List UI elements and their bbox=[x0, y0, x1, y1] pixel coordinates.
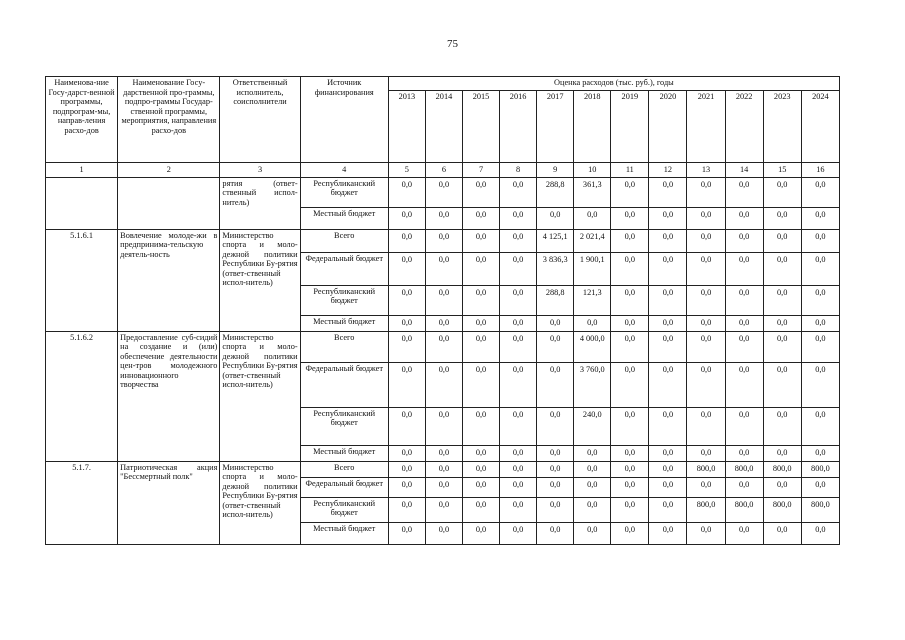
cost-value: 0,0 bbox=[388, 362, 425, 407]
cost-value: 0,0 bbox=[574, 522, 611, 544]
cost-value: 0,0 bbox=[537, 407, 574, 445]
cost-value: 0,0 bbox=[537, 477, 574, 497]
cost-value: 0,0 bbox=[462, 522, 499, 544]
cost-value: 0,0 bbox=[425, 177, 462, 207]
cost-value: 0,0 bbox=[801, 315, 839, 331]
cost-value: 0,0 bbox=[574, 445, 611, 461]
cost-value: 0,0 bbox=[687, 477, 725, 497]
cost-value: 0,0 bbox=[649, 177, 687, 207]
cost-value: 0,0 bbox=[462, 477, 499, 497]
cost-value: 0,0 bbox=[801, 407, 839, 445]
column-number: 6 bbox=[425, 163, 462, 178]
cost-value: 0,0 bbox=[801, 229, 839, 252]
cost-value: 288,8 bbox=[537, 285, 574, 315]
cost-value: 0,0 bbox=[537, 522, 574, 544]
cost-value: 0,0 bbox=[611, 522, 649, 544]
cost-value: 0,0 bbox=[763, 315, 801, 331]
cost-value: 0,0 bbox=[649, 522, 687, 544]
table-row bbox=[46, 461, 840, 477]
year-header: 2016 bbox=[500, 91, 537, 163]
funding-source: Всего bbox=[300, 229, 388, 252]
cost-value: 0,0 bbox=[725, 477, 763, 497]
cost-value: 0,0 bbox=[500, 207, 537, 229]
cost-value: 0,0 bbox=[725, 229, 763, 252]
item-name: Патриотическая акция "Бессмертный полк" bbox=[118, 461, 220, 544]
item-code: 5.1.6.1 bbox=[46, 229, 118, 331]
cost-value: 0,0 bbox=[611, 207, 649, 229]
column-number: 12 bbox=[649, 163, 687, 178]
cost-value: 0,0 bbox=[425, 407, 462, 445]
column-number: 8 bbox=[500, 163, 537, 178]
cost-value: 3 760,0 bbox=[574, 362, 611, 407]
column-number: 13 bbox=[687, 163, 725, 178]
item-code bbox=[46, 177, 118, 229]
cost-value: 0,0 bbox=[425, 285, 462, 315]
cost-value: 800,0 bbox=[763, 497, 801, 522]
column-number: 16 bbox=[801, 163, 839, 178]
funding-source: Республиканский бюджет bbox=[300, 285, 388, 315]
cost-value: 0,0 bbox=[611, 252, 649, 285]
item-name bbox=[118, 177, 220, 229]
cost-value: 0,0 bbox=[649, 252, 687, 285]
cost-value: 0,0 bbox=[687, 207, 725, 229]
cost-value: 0,0 bbox=[462, 362, 499, 407]
cost-value: 0,0 bbox=[725, 177, 763, 207]
cost-value: 0,0 bbox=[574, 461, 611, 477]
cost-value: 0,0 bbox=[763, 229, 801, 252]
cost-value: 4 125,1 bbox=[537, 229, 574, 252]
cost-value: 0,0 bbox=[425, 229, 462, 252]
cost-value: 0,0 bbox=[537, 362, 574, 407]
cost-value: 0,0 bbox=[649, 207, 687, 229]
cost-value: 0,0 bbox=[801, 285, 839, 315]
cost-value: 0,0 bbox=[801, 177, 839, 207]
cost-value: 0,0 bbox=[687, 522, 725, 544]
item-executor: Министерство спорта и моло-дежной политики Республики Бу-рятия (ответ-ственный испол-нитель) bbox=[220, 229, 300, 331]
funding-source: Местный бюджет bbox=[300, 522, 388, 544]
cost-value: 0,0 bbox=[537, 331, 574, 362]
year-header: 2018 bbox=[574, 91, 611, 163]
cost-value: 240,0 bbox=[574, 407, 611, 445]
cost-value: 3 836,3 bbox=[537, 252, 574, 285]
column-number: 5 bbox=[388, 163, 425, 178]
cost-value: 0,0 bbox=[574, 315, 611, 331]
cost-value: 0,0 bbox=[725, 207, 763, 229]
funding-source: Федеральный бюджет bbox=[300, 252, 388, 285]
year-header: 2015 bbox=[462, 91, 499, 163]
cost-value: 2 021,4 bbox=[574, 229, 611, 252]
cost-value: 0,0 bbox=[649, 445, 687, 461]
cost-value: 0,0 bbox=[388, 207, 425, 229]
cost-value: 0,0 bbox=[462, 285, 499, 315]
cost-value: 0,0 bbox=[611, 477, 649, 497]
funding-source: Федеральный бюджет bbox=[300, 477, 388, 497]
cost-value: 0,0 bbox=[388, 522, 425, 544]
cost-value: 0,0 bbox=[649, 331, 687, 362]
column-number: 15 bbox=[763, 163, 801, 178]
cost-value: 0,0 bbox=[649, 315, 687, 331]
table-row bbox=[46, 177, 840, 207]
cost-value: 0,0 bbox=[611, 177, 649, 207]
item-name: Предоставление суб-сидий на создание и (или) обеспечение деятельности цен-тров молодежного инновационного творчества bbox=[118, 331, 220, 461]
cost-value: 0,0 bbox=[801, 331, 839, 362]
header-col-source: Источник финансирования bbox=[300, 77, 388, 163]
cost-value: 800,0 bbox=[687, 461, 725, 477]
year-header: 2013 bbox=[388, 91, 425, 163]
cost-value: 0,0 bbox=[687, 315, 725, 331]
cost-value: 0,0 bbox=[687, 285, 725, 315]
cost-value: 0,0 bbox=[425, 362, 462, 407]
column-number: 2 bbox=[118, 163, 220, 178]
cost-value: 0,0 bbox=[537, 461, 574, 477]
column-number: 14 bbox=[725, 163, 763, 178]
cost-value: 0,0 bbox=[388, 477, 425, 497]
cost-value: 0,0 bbox=[801, 252, 839, 285]
cost-value: 0,0 bbox=[763, 207, 801, 229]
funding-source: Местный бюджет bbox=[300, 445, 388, 461]
cost-value: 0,0 bbox=[611, 461, 649, 477]
cost-value: 0,0 bbox=[462, 445, 499, 461]
cost-value: 0,0 bbox=[500, 461, 537, 477]
cost-value: 0,0 bbox=[725, 315, 763, 331]
cost-value: 0,0 bbox=[388, 252, 425, 285]
funding-source: Республиканский бюджет bbox=[300, 177, 388, 207]
cost-value: 0,0 bbox=[649, 477, 687, 497]
item-executor: Министерство спорта и моло-дежной политики Республики Бу-рятия (ответ-ственный испол-нитель) bbox=[220, 461, 300, 544]
year-header: 2024 bbox=[801, 91, 839, 163]
cost-value: 0,0 bbox=[763, 177, 801, 207]
header-costs-title: Оценка расходов (тыс. руб.), годы bbox=[388, 77, 839, 91]
cost-value: 0,0 bbox=[500, 229, 537, 252]
cost-value: 0,0 bbox=[500, 445, 537, 461]
expenditure-table bbox=[45, 76, 840, 545]
funding-source: Всего bbox=[300, 461, 388, 477]
cost-value: 0,0 bbox=[801, 207, 839, 229]
column-number: 10 bbox=[574, 163, 611, 178]
cost-value: 0,0 bbox=[462, 177, 499, 207]
cost-value: 0,0 bbox=[801, 522, 839, 544]
year-header: 2022 bbox=[725, 91, 763, 163]
cost-value: 0,0 bbox=[687, 445, 725, 461]
table-row bbox=[46, 331, 840, 362]
cost-value: 800,0 bbox=[725, 461, 763, 477]
cost-value: 800,0 bbox=[687, 497, 725, 522]
cost-value: 0,0 bbox=[462, 331, 499, 362]
cost-value: 0,0 bbox=[388, 177, 425, 207]
column-number: 7 bbox=[462, 163, 499, 178]
cost-value: 0,0 bbox=[462, 229, 499, 252]
cost-value: 0,0 bbox=[611, 285, 649, 315]
cost-value: 0,0 bbox=[500, 315, 537, 331]
cost-value: 0,0 bbox=[725, 252, 763, 285]
cost-value: 0,0 bbox=[649, 229, 687, 252]
page-number: 75 bbox=[447, 38, 458, 50]
cost-value: 0,0 bbox=[611, 331, 649, 362]
cost-value: 800,0 bbox=[725, 497, 763, 522]
funding-source: Республиканский бюджет bbox=[300, 497, 388, 522]
funding-source: Всего bbox=[300, 331, 388, 362]
cost-value: 0,0 bbox=[388, 461, 425, 477]
cost-value: 0,0 bbox=[388, 315, 425, 331]
cost-value: 0,0 bbox=[425, 477, 462, 497]
year-header: 2014 bbox=[425, 91, 462, 163]
cost-value: 0,0 bbox=[649, 362, 687, 407]
column-number: 1 bbox=[46, 163, 118, 178]
cost-value: 1 900,1 bbox=[574, 252, 611, 285]
cost-value: 0,0 bbox=[425, 207, 462, 229]
cost-value: 0,0 bbox=[611, 407, 649, 445]
cost-value: 0,0 bbox=[725, 285, 763, 315]
cost-value: 0,0 bbox=[763, 252, 801, 285]
cost-value: 0,0 bbox=[425, 315, 462, 331]
cost-value: 0,0 bbox=[388, 407, 425, 445]
cost-value: 0,0 bbox=[388, 497, 425, 522]
cost-value: 0,0 bbox=[611, 445, 649, 461]
cost-value: 0,0 bbox=[425, 445, 462, 461]
item-code: 5.1.6.2 bbox=[46, 331, 118, 461]
cost-value: 0,0 bbox=[763, 522, 801, 544]
funding-source: Местный бюджет bbox=[300, 315, 388, 331]
cost-value: 0,0 bbox=[687, 407, 725, 445]
cost-value: 0,0 bbox=[500, 331, 537, 362]
cost-value: 0,0 bbox=[763, 477, 801, 497]
cost-value: 0,0 bbox=[801, 362, 839, 407]
cost-value: 0,0 bbox=[687, 362, 725, 407]
item-executor: рятия (ответ-ственный испол-нитель) bbox=[220, 177, 300, 229]
cost-value: 800,0 bbox=[763, 461, 801, 477]
cost-value: 0,0 bbox=[574, 477, 611, 497]
cost-value: 0,0 bbox=[574, 497, 611, 522]
cost-value: 800,0 bbox=[801, 497, 839, 522]
cost-value: 0,0 bbox=[611, 229, 649, 252]
funding-source: Федеральный бюджет bbox=[300, 362, 388, 407]
cost-value: 0,0 bbox=[388, 445, 425, 461]
cost-value: 0,0 bbox=[611, 362, 649, 407]
cost-value: 0,0 bbox=[500, 407, 537, 445]
cost-value: 0,0 bbox=[725, 522, 763, 544]
cost-value: 0,0 bbox=[537, 207, 574, 229]
header-col-executor: Ответственный исполнитель, соисполнители bbox=[220, 77, 300, 163]
cost-value: 0,0 bbox=[649, 497, 687, 522]
cost-value: 0,0 bbox=[462, 315, 499, 331]
funding-source: Местный бюджет bbox=[300, 207, 388, 229]
cost-value: 0,0 bbox=[725, 331, 763, 362]
header-col-name: Наименова-ние Госу-дарст-венной программы, подпрограм-мы, направ-ления расхо-дов bbox=[46, 77, 118, 163]
cost-value: 0,0 bbox=[649, 407, 687, 445]
cost-value: 0,0 bbox=[801, 445, 839, 461]
year-header: 2023 bbox=[763, 91, 801, 163]
cost-value: 0,0 bbox=[725, 362, 763, 407]
year-header: 2020 bbox=[649, 91, 687, 163]
cost-value: 0,0 bbox=[763, 407, 801, 445]
cost-value: 0,0 bbox=[763, 445, 801, 461]
cost-value: 0,0 bbox=[388, 229, 425, 252]
column-number: 9 bbox=[537, 163, 574, 178]
cost-value: 361,3 bbox=[574, 177, 611, 207]
cost-value: 288,8 bbox=[537, 177, 574, 207]
cost-value: 0,0 bbox=[500, 252, 537, 285]
cost-value: 0,0 bbox=[388, 285, 425, 315]
cost-value: 0,0 bbox=[687, 229, 725, 252]
cost-value: 0,0 bbox=[462, 497, 499, 522]
cost-value: 800,0 bbox=[801, 461, 839, 477]
cost-value: 0,0 bbox=[462, 407, 499, 445]
cost-value: 0,0 bbox=[611, 315, 649, 331]
cost-value: 0,0 bbox=[537, 315, 574, 331]
cost-value: 0,0 bbox=[425, 497, 462, 522]
cost-value: 0,0 bbox=[725, 407, 763, 445]
cost-value: 0,0 bbox=[462, 252, 499, 285]
cost-value: 0,0 bbox=[687, 177, 725, 207]
cost-value: 0,0 bbox=[462, 207, 499, 229]
cost-value: 0,0 bbox=[763, 331, 801, 362]
year-header: 2017 bbox=[537, 91, 574, 163]
column-number: 11 bbox=[611, 163, 649, 178]
cost-value: 0,0 bbox=[425, 331, 462, 362]
cost-value: 0,0 bbox=[801, 477, 839, 497]
table-row bbox=[46, 229, 840, 252]
cost-value: 0,0 bbox=[425, 522, 462, 544]
cost-value: 0,0 bbox=[500, 522, 537, 544]
header-col-program: Наименование Госу-дарственной про-граммы, подпро-граммы Государ-ственной программы, мероприятия, направления расхо-дов bbox=[118, 77, 220, 163]
cost-value: 4 000,0 bbox=[574, 331, 611, 362]
cost-value: 0,0 bbox=[574, 207, 611, 229]
year-header: 2021 bbox=[687, 91, 725, 163]
cost-value: 0,0 bbox=[500, 477, 537, 497]
cost-value: 0,0 bbox=[537, 497, 574, 522]
cost-value: 0,0 bbox=[500, 285, 537, 315]
cost-value: 0,0 bbox=[462, 461, 499, 477]
item-code: 5.1.7. bbox=[46, 461, 118, 544]
item-executor: Министерство спорта и моло-дежной политики Республики Бу-рятия (ответ-ственный испол-нитель) bbox=[220, 331, 300, 461]
cost-value: 0,0 bbox=[725, 445, 763, 461]
cost-value: 0,0 bbox=[500, 362, 537, 407]
cost-value: 0,0 bbox=[649, 285, 687, 315]
cost-value: 0,0 bbox=[649, 461, 687, 477]
cost-value: 0,0 bbox=[763, 362, 801, 407]
item-name: Вовлечение молоде-жи в предпринима-тельскую деятель-ность bbox=[118, 229, 220, 331]
cost-value: 0,0 bbox=[537, 445, 574, 461]
cost-value: 0,0 bbox=[611, 497, 649, 522]
cost-value: 0,0 bbox=[500, 177, 537, 207]
cost-value: 0,0 bbox=[425, 461, 462, 477]
column-number: 4 bbox=[300, 163, 388, 178]
funding-source: Республиканский бюджет bbox=[300, 407, 388, 445]
cost-value: 0,0 bbox=[425, 252, 462, 285]
column-number: 3 bbox=[220, 163, 300, 178]
cost-value: 121,3 bbox=[574, 285, 611, 315]
cost-value: 0,0 bbox=[763, 285, 801, 315]
cost-value: 0,0 bbox=[687, 331, 725, 362]
cost-value: 0,0 bbox=[687, 252, 725, 285]
year-header: 2019 bbox=[611, 91, 649, 163]
cost-value: 0,0 bbox=[500, 497, 537, 522]
cost-value: 0,0 bbox=[388, 331, 425, 362]
